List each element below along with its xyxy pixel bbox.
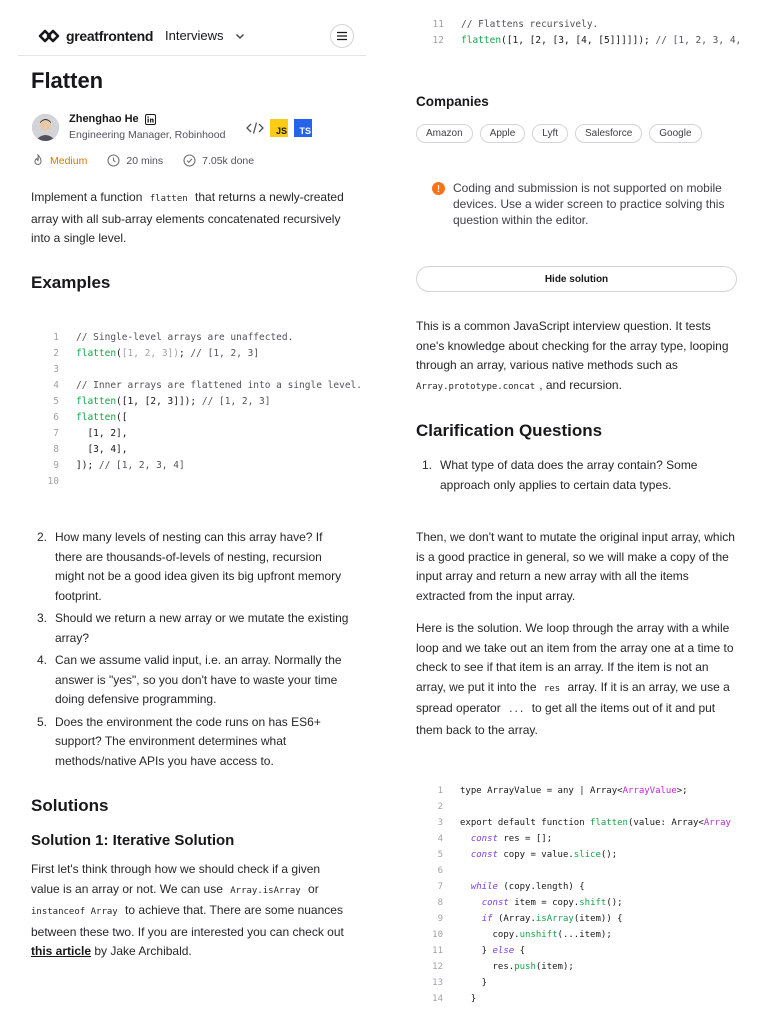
solution-intro-end: , and recursion. (539, 377, 622, 392)
solution-intro (416, 317, 741, 397)
list-text: Can we assume valid input, i.e. an array. Normally the answer is "yes", so you don't have to waste your time doing defensive programming. (55, 653, 342, 706)
list-number: 2. (36, 530, 47, 544)
solution-1-heading: Solution 1: Iterative Solution (31, 832, 235, 849)
line-number: 8 (53, 444, 59, 455)
question-metadata (32, 154, 254, 167)
solution-code-line (415, 991, 768, 1007)
solution-paragraph-2-a: Here is the solution. We loop through the array with a while loop and we take out an item from the array one at a time to check to see if that item is an array. If the item is not an array, we put it into the (416, 621, 734, 694)
line-number: 10 (47, 476, 59, 487)
nav-label: Interviews (165, 28, 224, 43)
line-number: 6 (53, 412, 59, 423)
line-number: 13 (432, 978, 443, 988)
inline-code-instanceof: instanceof Array (31, 907, 118, 917)
code-text: // Inner arrays are flattened into a single level. (76, 380, 362, 391)
code-text: } (460, 978, 488, 988)
line-number: 5 (53, 396, 59, 407)
author-info (69, 113, 225, 141)
hamburger-menu-button[interactable] (330, 24, 354, 48)
inline-code-concat: Array.prototype.concat (416, 381, 536, 392)
inline-code-spread: ... (508, 705, 525, 715)
line-number: 7 (53, 428, 59, 439)
menu-icon (336, 31, 348, 41)
line-number: 14 (432, 994, 443, 1004)
clarification-item (31, 713, 351, 772)
language-badges (246, 119, 312, 137)
line-number: 1 (437, 786, 443, 796)
line-number: 8 (437, 898, 443, 908)
clarification-item (31, 651, 351, 710)
line-number: 4 (437, 834, 443, 844)
code-text: type ArrayValue = any | Array<ArrayValue>; (460, 786, 688, 796)
inline-code-res: res (543, 683, 561, 694)
duration-label: 20 mins (126, 154, 164, 167)
solution-1-text-or: or (308, 881, 319, 896)
code-text: flatten([1, [2, [3, [4, [5]]]]]); // [1, 2, 3, 4, (461, 35, 742, 46)
author-name: Zhenghao He (69, 113, 139, 125)
company-pill-lyft[interactable]: Lyft (532, 124, 568, 143)
code-text: flatten([ (76, 412, 128, 423)
list-number: 1. (421, 458, 432, 472)
linkedin-icon[interactable] (145, 114, 156, 125)
list-number: 4. (36, 653, 47, 667)
example-code-line (31, 362, 362, 378)
example-code-line (31, 378, 362, 394)
solution-1-text-c: by Jake Archibald. (94, 944, 192, 958)
list-text: How many levels of nesting can this array have? If there are thousands-of-levels of nesting, recursion might not be a good idea given its big upfront memory footprint. (55, 530, 342, 603)
solution-paragraph-2-b: array. If it is an array, we use a spread operator (416, 679, 730, 715)
article-link[interactable]: this article (31, 944, 92, 958)
solution-code-line (415, 783, 768, 799)
line-number: 12 (432, 962, 443, 972)
inline-code-isarray: Array.isArray (230, 885, 301, 896)
solution-code-block (415, 783, 768, 1007)
solution-1-text-a: First let's think through how we should check if a given value is an array or not. We can use (31, 862, 321, 896)
chevron-down-icon (234, 30, 246, 42)
solution-paragraph-2 (416, 619, 741, 740)
difficulty-label: Medium (50, 154, 88, 167)
example-code-line (31, 394, 362, 410)
examples-heading: Examples (31, 273, 111, 292)
example-code-line (31, 410, 362, 426)
interviews-menu[interactable] (165, 28, 246, 43)
clarification-item (31, 528, 351, 606)
code-text: [1, 2], (76, 428, 128, 439)
solution-code-line (415, 815, 768, 831)
solution-code-line (415, 799, 768, 815)
solution-code-line (415, 895, 768, 911)
company-pill-salesforce[interactable]: Salesforce (575, 124, 642, 143)
solution-1-text (31, 860, 351, 962)
line-number: 2 (53, 348, 59, 359)
code-text: ]); // [1, 2, 3, 4] (76, 460, 185, 471)
line-number: 9 (437, 914, 443, 924)
companies-heading: Companies (416, 94, 489, 109)
list-text: What type of data does the array contain? Some approach only applies to certain data types. (440, 458, 698, 492)
top-navbar (18, 15, 366, 56)
check-circle-icon (183, 154, 196, 167)
line-number: 3 (53, 364, 59, 375)
example-code-line (31, 330, 362, 346)
clarification-heading: Clarification Questions (416, 421, 603, 440)
line-number: 11 (432, 19, 444, 30)
description-text-end: that returns a newly-created array with all sub-array elements concatenated recursively into a single level. (31, 190, 344, 245)
mobile-notice-text: Coding and submission is not supported on mobile devices. Use a wider screen to practice solving this question within the editor. (453, 181, 725, 227)
code-text: res.push(item); (460, 962, 574, 972)
code-text: flatten([1, [2, 3]]); // [1, 2, 3] (76, 396, 271, 407)
code-text: if (Array.isArray(item)) { (481, 914, 623, 924)
example-code-line (31, 426, 362, 442)
flame-icon (32, 154, 44, 167)
solution-code-line (415, 863, 768, 879)
code-text: const copy = value.slice(); (470, 850, 618, 860)
example-code-line (416, 33, 741, 49)
warning-icon (432, 182, 445, 195)
company-pill-apple[interactable]: Apple (480, 124, 526, 143)
hide-solution-button[interactable]: Hide solution (416, 266, 737, 292)
code-text: // Single-level arrays are unaffected. (76, 332, 294, 343)
code-text: } (460, 994, 477, 1004)
line-number: 12 (432, 35, 444, 46)
author-avatar (32, 114, 59, 141)
page-title: Flatten (31, 68, 104, 93)
line-number: 11 (432, 946, 443, 956)
solution-code-line (415, 911, 768, 927)
inline-code-flatten: flatten (149, 194, 188, 204)
code-text: const res = []; (470, 834, 553, 844)
line-number: 1 (53, 332, 59, 343)
solution-code-line (415, 927, 768, 943)
company-pill-amazon[interactable]: Amazon (416, 124, 473, 143)
code-text: export default function flatten(value: Array<Array (460, 818, 731, 828)
question-description (31, 188, 351, 249)
list-number: 3. (36, 611, 47, 625)
line-number: 5 (437, 850, 443, 860)
line-number: 4 (53, 380, 59, 391)
line-number: 10 (432, 930, 443, 940)
typescript-badge: TS (294, 119, 312, 137)
examples-code-block (31, 330, 362, 490)
clarification-list-continued (31, 528, 351, 774)
list-number: 5. (36, 714, 47, 729)
code-text: [3, 4], (76, 444, 128, 455)
solution-paragraph-1: Then, we don't want to mutate the original input array, which is a good practice in general, so we will make a copy of the input array and return a new array with all the items extracted from the input array. (416, 530, 735, 603)
line-number: 3 (437, 818, 443, 828)
solution-code-line (415, 943, 768, 959)
clarification-item (416, 456, 736, 495)
solutions-heading: Solutions (31, 796, 109, 815)
clarification-list (416, 456, 736, 498)
company-pill-google[interactable]: Google (649, 124, 701, 143)
solution-1-text-b: to achieve that. There are some nuances between these two. If you are interested you can check out (31, 903, 344, 939)
code-text: while (copy.length) { (470, 882, 585, 892)
solution-paragraph-2-c: to get all the items out of it and put them back to the array. (416, 701, 716, 737)
code-text: } else { (460, 946, 526, 956)
example-code-line (416, 17, 741, 33)
example-code-line (31, 346, 362, 362)
logo-mark-icon (38, 29, 62, 43)
list-text: Does the environment the code runs on has ES6+ support? The environment determines what methods/native APIs you have access to. (55, 714, 321, 768)
code-text: const item = copy.shift(); (481, 898, 623, 908)
line-number: 9 (53, 460, 59, 471)
solution-intro-text: This is a common JavaScript interview question. It tests one's knowledge about checking for the array type, looping through an array, various native methods such as (416, 319, 729, 372)
company-pills (416, 124, 702, 143)
brand-name: greatfrontend (66, 28, 154, 44)
clarification-item (31, 609, 351, 648)
solution-code-line (415, 831, 768, 847)
code-text: flatten([1, 2, 3]); // [1, 2, 3] (76, 348, 260, 359)
example-code-line (31, 442, 362, 458)
solution-code-line (415, 975, 768, 991)
javascript-badge: JS (270, 119, 288, 137)
solution-code-line (415, 959, 768, 975)
line-number: 6 (437, 866, 443, 876)
examples-code-continued (416, 17, 741, 49)
line-number: 7 (437, 882, 443, 892)
code-text: copy.unshift(...item); (460, 930, 612, 940)
brand-logo[interactable] (38, 28, 153, 44)
completed-count: 7.05k done (202, 154, 255, 167)
code-icon (246, 121, 264, 135)
solution-code-line (415, 847, 768, 863)
author-role: Engineering Manager, Robinhood (69, 129, 226, 141)
solution-code-line (415, 879, 768, 895)
code-text: // Flattens recursively. (461, 19, 599, 30)
mobile-notice (432, 180, 732, 228)
description-text: Implement a function (31, 190, 143, 204)
list-text: Should we return a new array or we mutate the existing array? (55, 611, 349, 645)
line-number: 2 (437, 802, 443, 812)
example-code-line (31, 474, 362, 490)
clock-icon (107, 154, 120, 167)
example-code-line (31, 458, 362, 474)
